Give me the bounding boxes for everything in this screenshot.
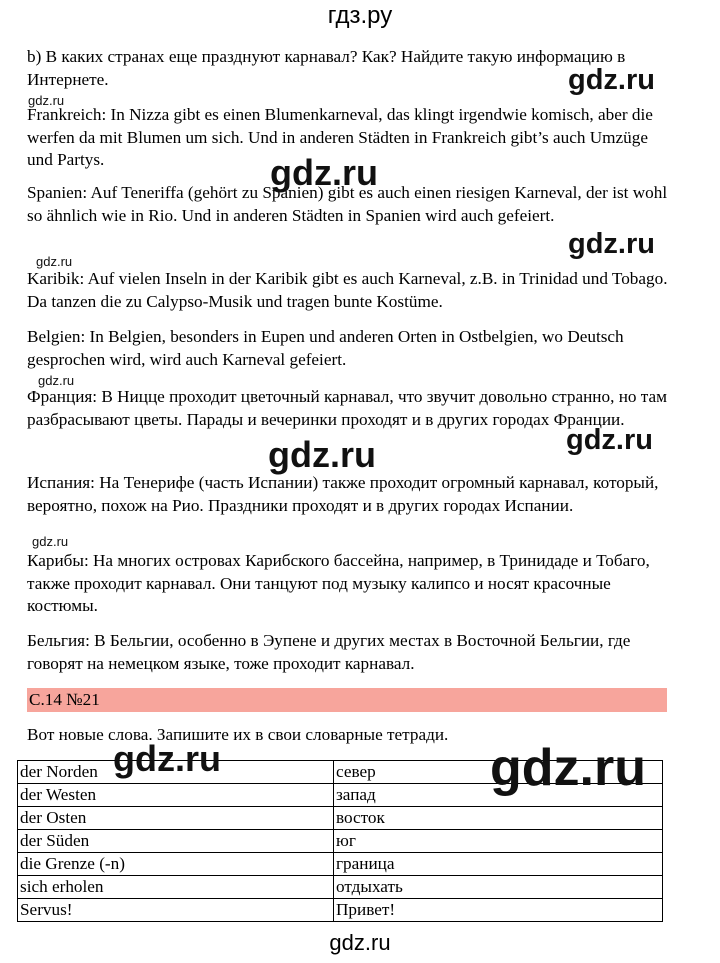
vocab-russian: север [334,761,663,784]
watermark: gdz.ru [32,534,69,549]
vocab-russian: юг [334,830,663,853]
task-question: b) В каких странах еще празднуют карнавал? Как? Найдите такую информацию в Интернете. [27,47,626,89]
table-row [18,830,663,853]
vocab-russian: граница [334,853,663,876]
site-footer: gdz.ru [329,930,391,955]
watermark: gdz.ru [38,373,75,388]
table-row [18,876,663,899]
vocab-russian: отдыхать [334,876,663,899]
watermark: gdz.ru [28,93,65,108]
paragraph-spanien: Spanien: Auf Teneriffa (gehört zu Spanien) gibt es auch einen riesigen Karneval, der ist wohl so ähnlich wie in Rio. Und in anderen Städten in Spanien wird auch gefeiert. [27,183,668,225]
watermark: gdz.ru [36,254,73,269]
paragraph-belgien: Belgien: In Belgien, besonders in Eupen und anderen Orten in Ostbelgien, wo Deutsch gesprochen wird, wird auch Karneval gefeiert. [27,327,624,369]
vocab-german: der Osten [18,807,334,830]
paragraph-frankreich: Frankreich: In Nizza gibt es einen Blumenkarneval, das klingt irgendwie komisch, aber die werfen da mit Blumen um sich. Und in anderen Städten in Frankreich gibt’s auch Umzüge und Partys. [27,105,653,169]
vocab-german: der Westen [18,784,334,807]
vocab-russian: запад [334,784,663,807]
watermark: gdz.ru [268,434,376,475]
vocab-russian: Привет! [334,899,663,922]
site-header: гдз.ру [327,2,393,29]
vocab-german: die Grenze (-n) [18,853,334,876]
table-row [18,853,663,876]
watermark: gdz.ru [270,152,378,193]
paragraph-ispania-ru: Испания: На Тенерифе (часть Испании) также проходит огромный карнавал, который, вероятно, похож на Рио. Праздники проходят и в других городах Испании. [27,473,659,515]
table-row [18,807,663,830]
vocab-russian: восток [334,807,663,830]
vocab-german: der Süden [18,830,334,853]
vocab-german: der Norden [18,761,334,784]
vocab-german: Servus! [18,899,334,922]
paragraph-francia-ru: Франция: В Ницце проходит цветочный карнавал, что звучит довольно странно, но там разбрасывают цветы. Парады и вечеринки проходят и в других городах Франции. [27,387,668,429]
watermark: gdz.ru [568,228,655,260]
watermark: gdz.ru [490,739,646,797]
watermark: gdz.ru [566,424,653,456]
table-row [18,899,663,922]
paragraph-karibi-ru: Карибы: На многих островах Карибского бассейна, например, в Тринидаде и Тобаго, также проходит карнавал. Они танцуют под музыку калипсо и носят красочные костюмы. [27,551,650,615]
paragraph-karibik: Karibik: Auf vielen Inseln in der Karibik gibt es auch Karneval, z.B. in Trinidad und Tobago. Da tanzen die zu Calypso-Musik und tragen bunte Kostüme. [27,269,668,311]
watermark: gdz.ru [568,64,655,96]
watermark: gdz.ru [113,738,221,779]
vocab-german: sich erholen [18,876,334,899]
paragraph-belgia-ru: Бельгия: В Бельгии, особенно в Эупене и других местах в Восточной Бельгии, где говорят на немецком языке, тоже проходит карнавал. [27,631,631,673]
section-heading: С.14 №21 [27,688,667,712]
section-instruction: Вот новые слова. Запишите их в свои словарные тетради. [27,725,449,744]
